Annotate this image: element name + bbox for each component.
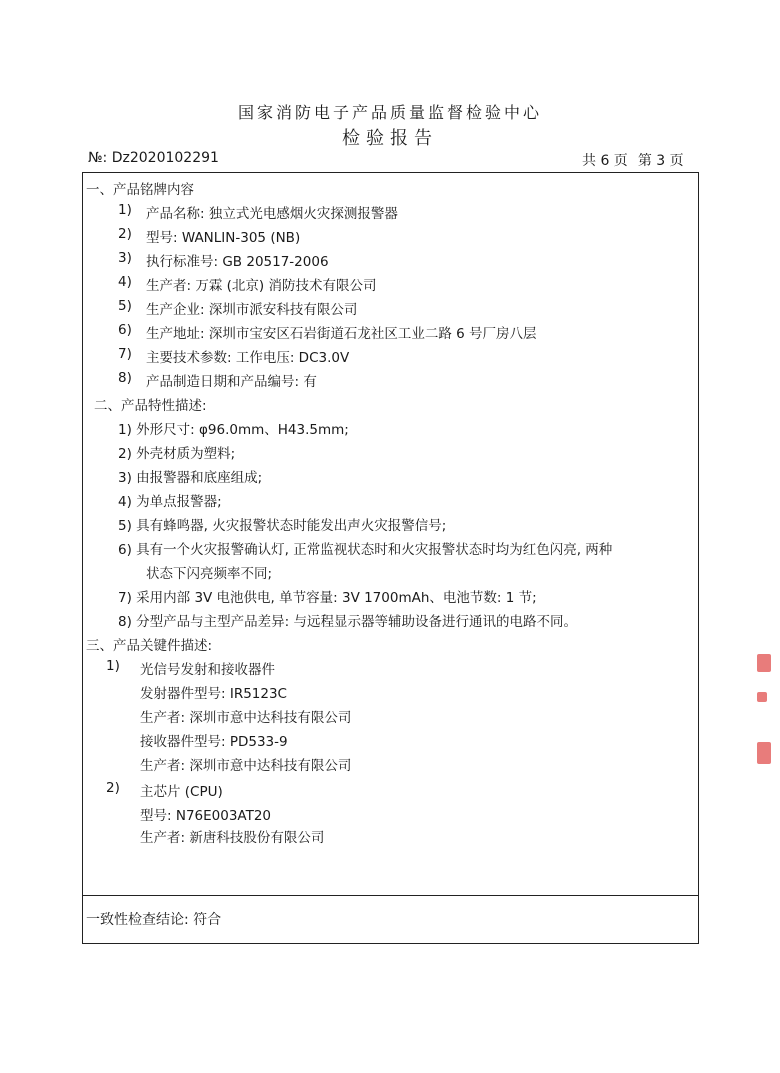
component-number: 2) [106,780,120,796]
list-item-number: 4) [118,274,132,290]
list-item: 3) 由报警器和底座组成; [118,470,263,486]
conclusion-divider [82,895,699,896]
component-detail: 生产者: 深圳市意中达科技有限公司 [140,710,352,726]
list-item: 产品制造日期和产品编号: 有 [146,374,317,390]
component-detail: 型号: N76E003AT20 [140,808,272,824]
conclusion-text: 一致性检查结论: 符合 [86,912,222,928]
list-item-number: 2) [118,226,132,242]
list-item-number: 3) [118,250,132,266]
report-title: 检验报告 [342,128,438,149]
section-heading-nameplate: 一、产品铭牌内容 [86,182,194,198]
component-title: 主芯片 (CPU) [140,784,223,800]
list-item: 7) 采用内部 3V 电池供电, 单节容量: 3V 1700mAh、电池节数: 1 节; [118,590,537,606]
component-title: 光信号发射和接收器件 [140,662,275,678]
list-item: 执行标准号: GB 20517-2006 [146,254,329,270]
total-pages: 共 6 页 [582,153,628,169]
list-item: 1) 外形尺寸: φ96.0mm、H43.5mm; [118,422,349,438]
list-item: 6) 具有一个火灾报警确认灯, 正常监视状态时和火灾报警状态时均为红色闪亮, 两种 [118,542,613,558]
list-item: 产品名称: 独立式光电感烟火灾探测报警器 [146,206,398,222]
list-item-number: 8) [118,370,132,386]
list-item: 生产者: 万霖 (北京) 消防技术有限公司 [146,278,377,294]
component-detail: 生产者: 深圳市意中达科技有限公司 [140,758,352,774]
list-item: 生产企业: 深圳市派安科技有限公司 [146,302,358,318]
page-info [582,150,684,170]
report-institution-title: 国家消防电子产品质量监督检验中心 [237,103,542,122]
report-number: №: Dz2020102291 [88,150,219,166]
list-item-number: 1) [118,202,132,218]
seal-stamp-fragment [757,692,767,702]
component-detail: 接收器件型号: PD533-9 [140,734,288,750]
list-item: 生产地址: 深圳市宝安区石岩街道石龙社区工业二路 6 号厂房八层 [146,326,537,342]
current-page: 第 3 页 [637,153,684,169]
section-heading-characteristics: 二、产品特性描述: [94,398,207,414]
list-item: 型号: WANLIN-305 (NB) [146,230,301,246]
list-item-number: 7) [118,346,132,362]
list-item: 2) 外壳材质为塑料; [118,446,236,462]
component-number: 1) [106,658,120,674]
list-item: 8) 分型产品与主型产品差异: 与远程显示器等辅助设备进行通讯的电路不同。 [118,614,577,630]
seal-stamp-fragment [757,654,771,672]
seal-stamp-fragment [757,742,771,764]
component-detail: 发射器件型号: IR5123C [140,686,287,702]
list-item: 4) 为单点报警器; [118,494,222,510]
list-item-number: 5) [118,298,132,314]
section-heading-key-components: 三、产品关键件描述: [86,638,213,654]
component-detail: 生产者: 新唐科技股份有限公司 [140,830,325,846]
list-item-number: 6) [118,322,132,338]
list-item: 5) 具有蜂鸣器, 火灾报警状态时能发出声火灾报警信号; [118,518,447,534]
list-item: 主要技术参数: 工作电压: DC3.0V [146,350,350,366]
list-item-continuation: 状态下闪亮频率不同; [146,566,273,582]
